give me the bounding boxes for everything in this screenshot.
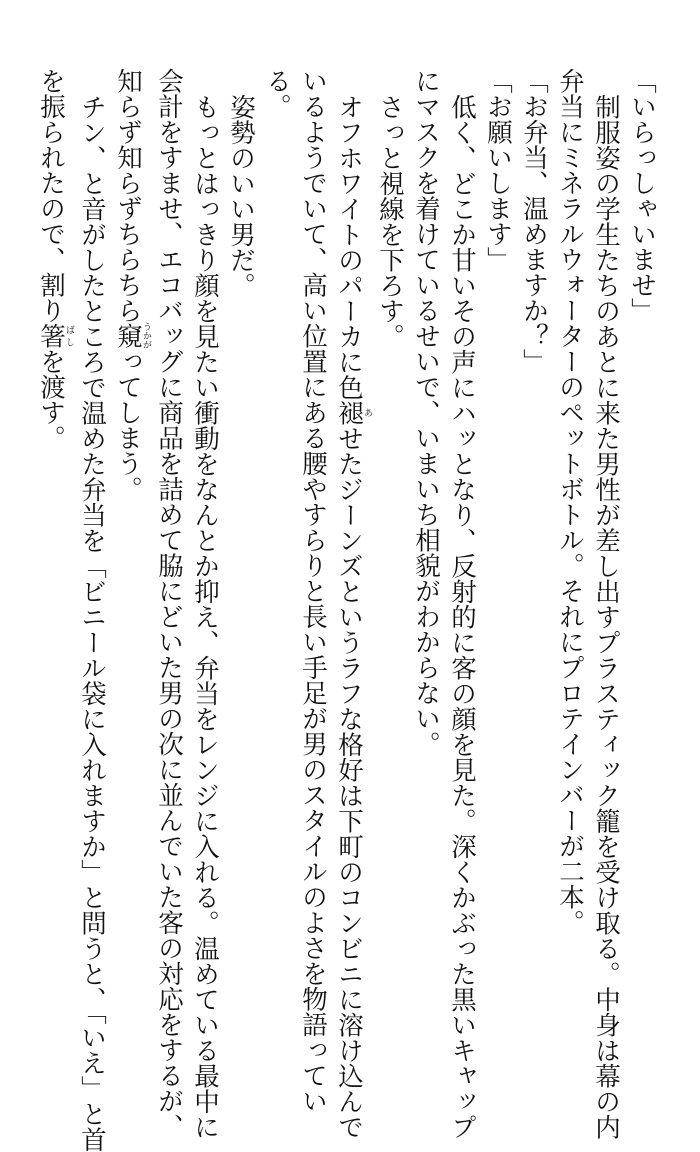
text-line-11: る。 [262,68,292,119]
text-line-4: 「お弁当、温めますか？」 [519,68,549,374]
text-line-8: さっと視線を下ろす。 [375,93,405,349]
text-segment: 知らず知らずちらちら [113,68,143,323]
text-line-13: もっとはっきり顔を見たい衝動をなんとか抑え、弁当をレンジに入れる。温めている最中に [190,93,220,1139]
text-line-10: いるようでいて、高い位置にある腰やすらりと長い手足が男のスタイルのよさを物語ってい [298,68,328,1114]
ruby-reading: うかが [141,322,151,350]
text-line-6: 低く、どこか甘いその声にハッとなり、反射的に客の顔を見た。深くかぶった黒いキャップ [447,93,477,1139]
ruby-reading: ばし [64,323,74,349]
text-segment: を渡す。 [36,348,66,451]
ruby-chopsticks [36,323,74,349]
text-line-14: 会計をすませ、エコバッグに商品を詰めて脇にどいた男の次に並んでいた客の対応をするが、 [154,68,184,1139]
text-line-3: 弁当にミネラルウォーターのペットボトル。それにプロテインバーが二本。 [555,68,585,935]
text-line-5: 「お願いします」 [483,68,513,272]
text-segment: ってしまう。 [113,348,143,502]
text-line-17 [33,68,74,968]
text-line-7: にマスクを着けているせいで、いまいち相貌がわからない。 [411,68,441,757]
ruby-reading: あ [362,399,372,425]
text-line-12: 姿勢のいい男だ。 [226,93,256,298]
ruby-base: 窺 [113,322,143,350]
ruby-base: 褪 [334,399,364,425]
text-segment: を振られたので、割り [36,68,66,323]
ruby-fade [334,399,372,426]
ruby-peek [113,322,151,350]
text-line-2: 制服姿の学生たちのあとに来た男性が差し出すプラスティック籠を受け取る。中身は幕の内 [591,93,621,1139]
text-line-9 [331,68,372,1139]
text-line-16: チン、と音がしたところで温めた弁当を「ビニール袋に入れますか」と問うと、「いえ」と首 [77,93,107,1152]
text-segment: オフホワイトのパーカに色 [334,93,364,400]
ruby-base: 箸 [36,323,66,349]
text-line-1: 「いらっしゃいませ」 [627,68,657,323]
text-line-15 [110,68,151,968]
vertical-text-block [36,68,660,1152]
text-segment: せたジーンズというラフな格好は下町のコンビニに溶け込んで [334,425,364,1139]
